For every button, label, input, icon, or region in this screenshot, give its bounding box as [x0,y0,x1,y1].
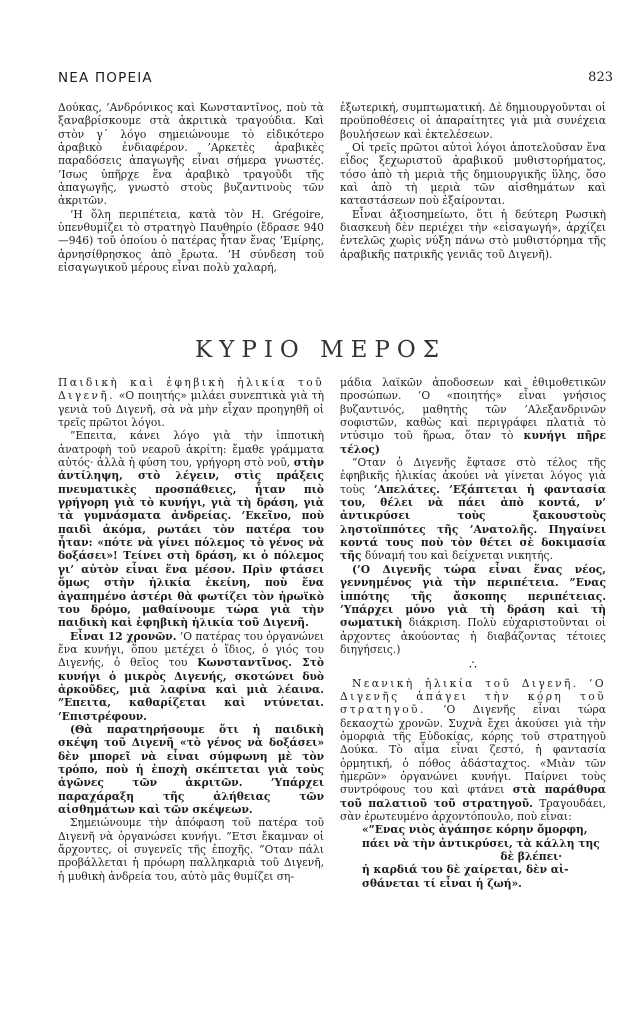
top-right-column [340,101,606,261]
paragraph-text-bold: (Θὰ παρατηρήσουμε ὅτι ἡ παιδικὴ σκέψη τοῦ Διγενῆ «τὸ γένος νὰ δοξάσει» δὲν μπορεῖ νὰ εἶναι σύμφωνη μὲ τὸν τρόπο, ποὺ ἡ ἐποχὴ σκέπτεται γιὰ τοὺς ἀγῶνες τῶν ἀκριτῶν. ’Υπάρχει παραχάραξη τῆς ἀλήθειας τῶν αἰσθημάτων καὶ τῶν σκέψεων. [58,722,324,816]
paragraph-text-bold: στὰ παράθυρα τοῦ παλατιοῦ τοῦ στρατηγοῦ. [340,783,606,810]
paragraph-text: «Ο ποιητής» μιλάει συνεπτικὰ γιὰ τὴ γενιὰ τοῦ Διγενῆ, σὰ νὰ μὴν εἶχαν προηγηθῆ οἱ τρεῖς πρῶτοι λόγοι. [58,389,324,430]
paragraph-text-bold: Εἶναι 12 χρονῶν. [70,629,177,643]
verse-line: πάει νὰ τὴν ἀντικρύσει, τὰ κάλλη της [362,836,600,850]
paragraph-text-bold: κυνήγι πῆρε τέλος) [340,429,606,456]
bottom-right-column [340,376,606,890]
paragraph-text: ’Ο πατέρας του ὀργανώνει ἕνα κυνήγι, ὅπου μετέχει ὁ ἴδιος, ὁ γιός του Διγενής, ὁ θεῖος του [58,629,324,670]
running-head-title: ΝΕΑ ΠΟΡΕΙΑ [58,70,153,86]
paragraph: ’Η ὅλη περιπέτεια, κατὰ τὸν Η. Grégoire, ὑπενθυμίζει τὸ στρατηγὸ Παυθηρίο (ἔδρασε 940—946) τοῦ ὁποίου ὁ πατέρας ἦταν ἕνας ’Εμίρης, ἀρνησίθρησκος ἀπὸ ἔρωτα. ’Η σύνδεση τοῦ εἰσαγωγικοῦ μέρους εἶναι πολὺ χαλαρή, [58,207,324,275]
verse-line: «”Ενας νιὸς ἀγάπησε κόρην ὄμορφη, [362,823,588,837]
page-number: 823 [588,70,613,85]
paragraph: Οἱ τρεῖς πρῶτοι αὐτοὶ λόγοι ἀποτελοῦσαν ἕνα εἶδος ξεχωριστοῦ ἀραβικοῦ μυθιστορήματος, τόσο ἀπὸ τὴ μεριὰ τῆς δημιουργικῆς ὕλης, ὅσο καὶ ἀπὸ τὴ μεριὰ τῶν αἰσθημάτων καὶ καταστάσεων ποὺ ἐξαίρονται. [340,141,606,208]
verse-line: σθάνεται τί εἶναι ἡ ζωή». [362,876,522,890]
paragraph-text: Τραγουδάει, σὰν ἐρωτευμένο ἀρχοντόπουλο, ποὺ εἶναι: [340,796,606,823]
paragraph-text: Σημειώνουμε τὴν ἀπόφαση τοῦ πατέρα τοῦ Διγενῆ νὰ ὀργανώσει κυνήγι. ”Ετσι ἔκαμναν οἱ ἄρχοντες, οἱ συγενεῖς τῆς ἐποχῆς. ”Οταν πάλι προβάλλεται ἡ πρόωρη παλληκαριὰ τοῦ Διγενῆ, ἡ μυθικὴ ἀνδρεία του, αὐτὸ μᾶς θυμίζει ση- [58,816,324,883]
paragraph: ἐξωτερική, συμπτωματική. Δὲ δημιουργοῦνται οἱ προϋποθέσεις οἱ ἀπαραίτητες γιὰ μιὰ συνέχεια βουλήσεων καὶ ἐκτελέσεων. [340,101,606,141]
paragraph-text-bold: Κωνσταντῖνος. Στὸ κυνήγι ὁ μικρὸς Διγενής, σκοτώνει δυὸ ἀρκοῦδες, μιὰ λαφίνα καὶ μιὰ λέαινα. ”Επειτα, καθαρίζεται καὶ ντύνεται. ’Επιστρέφουν. [58,656,325,723]
paragraph-text: ”Επειτα, κάνει λόγο γιὰ τὴν ἱπποτικὴ ἀνατροφὴ τοῦ νεαροῦ ἀκρίτη: ἔμαθε γράμματα αὐτός· ἀλλὰ ἡ φύση του, γρήγορη στὸ νοῦ, [58,429,324,470]
top-left-column [58,101,324,274]
paragraph-text: ”Οταν ὁ Διγενῆς ἔφτασε στὸ τέλος τῆς ἐφηβικῆς ἡλικίας ἀκούει νὰ γίνεται λόγος γιὰ τοὺς [340,456,606,496]
paragraph-text: δύναμή του καὶ δείχνεται νικητής. [364,549,553,563]
paragraph: Δούκας, ’Ανδρόνικος καὶ Κωνσταντῖνος, ποὺ τὰ ξαναβρίσκουμε στὰ ἀκριτικὰ τραγούδια. Καὶ στὸν γ´ λόγο σημειώνουμε τὸ εἰδικότερο ἀραβικὸ ἐνδιαφέρον. ’Αρκετὲς ἀραβικὲς παραδόσεις ἀπαγωγῆς εἶναι σήμερα γνωστές. ’Ισως ὑπῆρχε ἕνα ἀραβικὸ τραγοῦδι τῆς ἀπαγωγῆς, γνωστὸ στοὺς βυζαντινοὺς τῶν ἀκριτῶν. [58,101,324,208]
paragraph-text: ’Ο Διγενῆς εἶναι τώρα δεκαοχτὼ χρονῶν. Συχνὰ ἔχει ἀκούσει γιὰ τὴν ὀμορφιὰ τῆς Εὐδοκίας, κόρης τοῦ στρατηγοῦ Δούκα. Τὸ αἷμα εἶναι ζεστό, ἡ φαντασία ὁρμητική, ὁ πόθος ἀδάσταχτος. «Μιὰν τῶν ἡμερῶν» ὀργανώνει κυνήγι. Παίρνει τοὺς συντρόφους του καὶ φτάνει [340,703,606,797]
paragraph-text-bold: (’Ο Διγενῆς τώρα εἶναι ἕνας νέος, γεννημένος γιὰ τὴν περιπέτεια. ”Ενας ἱππότης τῆς ἄσκοπης περιπέτειας. ’Υπάρχει μόνο γιὰ τὴ δράση καὶ τὴ σωματικὴ [340,562,606,630]
paragraph-text: διάκριση. Πολὺ εὐχαριστοῦνται οἱ ἀρχοντες ἀκούοντας ἡ διαβάζοντας τέτοιες διηγήσεις.) [340,616,606,656]
section-divider: ∴ [469,658,477,673]
paragraph-text-bold: στὴν ἀντίληψη, στὸ λέγειν, στὶς πράξεις πνευματικὲς προσπάθειες, ἦταν πιὸ γρήγορη γιὰ τὸ κυνήγι, γιὰ τὴ δράση, γιὰ τὰ γυμνάσματα ἀνδρείας. ’Εκεῖνο, ποὺ παιδὶ ἀκόμα, ρωτάει τὸν πατέρα του ἦταν: «πότε νὰ γίνει πόλεμος τὸ γένος νὰ δοξάσει»! Τείνει στὴ δράση, κι ὁ πόλεμος γι’ αὐτὸν εἶναι ἕνα μέσον. Πρὶν φτάσει ὅμως στὴν ἡλικία ἐκείνη, ποὺ ἕνα ἀγαπημένο ἀστέρι θὰ φωτίζει τὸν ἡρωϊκὸ του δρόμο, μαθαίνουμε τώρα γιὰ τὴν παιδικὴ καὶ ἐφηβικὴ ἡλικία τοῦ Διγενῆ. [58,456,324,630]
paragraph-text-bold: ’Απελάτες. ’Εξάπτεται ἡ φαντασία του, θέλει νὰ πάει ἀπὸ κοντά, ν’ ἀντικρύσει τοὺς ξακουστοὺς ληστοϊππότες τῆς ’Ανατολῆς. Πηγαίνει κοντά τους ποὺ τὸν θέτει σὲ δοκιμασία τῆς [340,482,606,563]
bottom-left-column [58,376,324,883]
verse-line: δὲ βλέπει· [500,850,562,864]
section-title: ΚΥΡΙΟ ΜΕΡΟΣ [194,337,447,363]
paragraph-text: μάδια λαϊκῶν ἀποδοσεων καὶ ἐθιμοθετικῶν προσώπων. ’Ο «ποιητής» εἶναι γνήσιος βυζαντινός, μαθητὴς τῶν ’Αλεξανδρινῶν σοφιστῶν, καθὼς καὶ περιγράφει πλατιὰ τὸ ντύσιμο τοῦ ἥρωα, ὅταν τὸ [340,376,606,443]
verse-line: ἡ καρδιά του δὲ χαίρεται, δὲν αἰ- [362,863,569,877]
verse-quote [350,823,606,890]
subsection-heading: Νεανικὴ ἡλικία τοῦ Διγενῆ. ’Ο Διγενῆς ἁπάγει τὴν κόρη τοῦ στρατηγοῦ. [340,676,606,717]
paragraph: Εἶναι ἀξιοσημείωτο, ὅτι ἡ δεύτερη Ρωσικὴ διασκευὴ δὲν περιέχει τὴν «εἰσαγωγή», ἀρχίζει ἐντελῶς χωρὶς νύξη πάνω στὸ μυθιστόρημα τῆς ἀραβικῆς πατρικῆς γενιᾶς τοῦ Διγενῆ). [340,207,606,261]
subsection-heading: Παιδικὴ καὶ ἐφηβικὴ ἡλικία τοῦ Διγενῆ. [58,376,324,403]
